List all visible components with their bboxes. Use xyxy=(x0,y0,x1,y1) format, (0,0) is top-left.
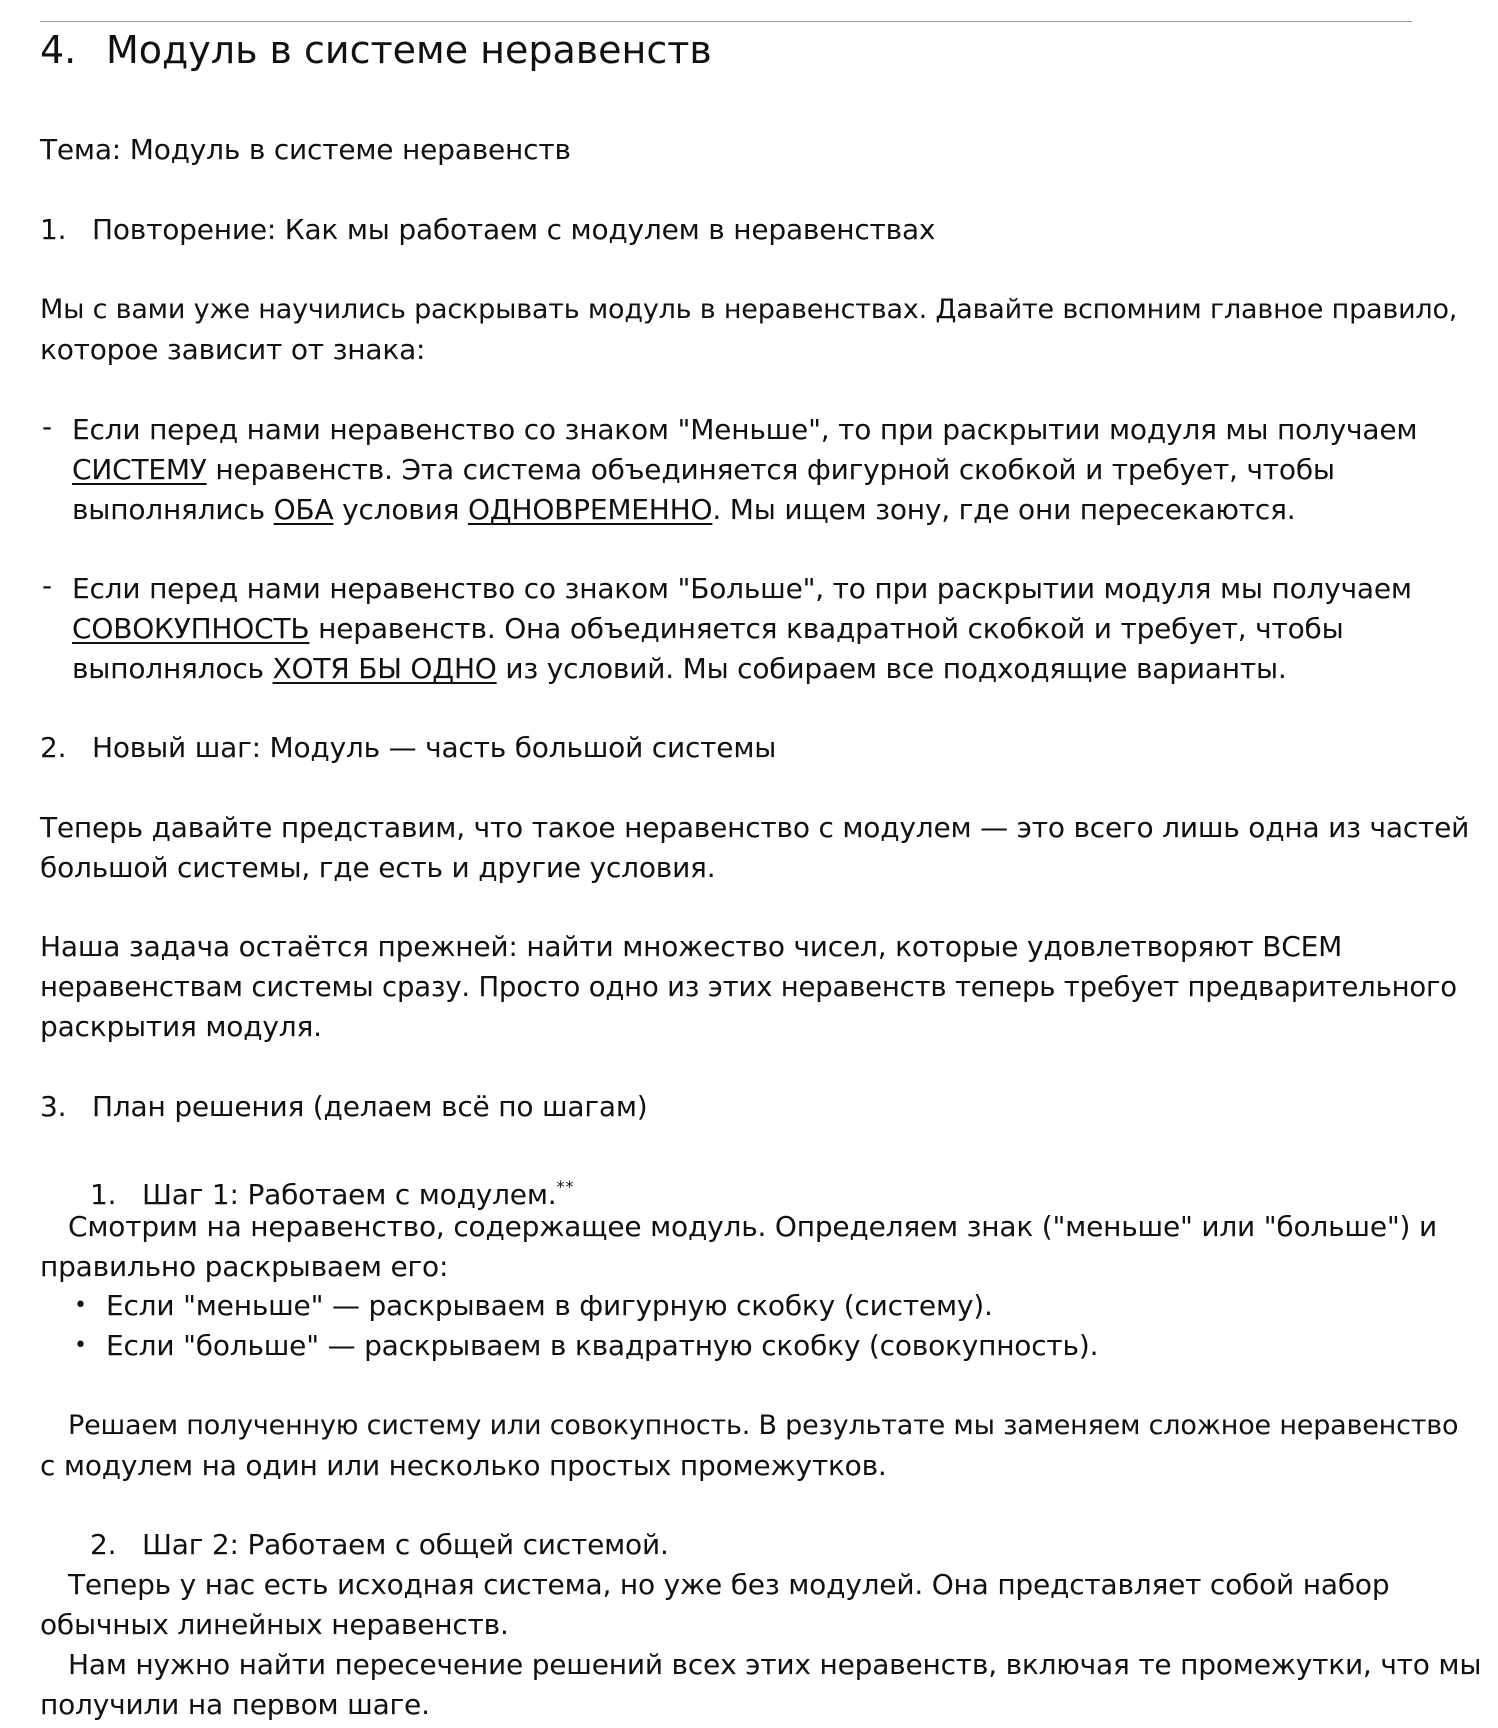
part2-title: Новый шаг: Модуль — часть большой системы xyxy=(92,731,777,764)
step1-bullet2: Если "больше" — раскрываем в квадратную скобку (совокупность). xyxy=(106,1329,1099,1362)
part2-p2-line3: раскрытия модуля. xyxy=(40,1010,322,1043)
part1-intro-line2: которое зависит от знака: xyxy=(40,333,426,366)
rule-more-line2 xyxy=(72,609,1344,649)
rule-more-line1: Если перед нами неравенство со знаком "Больше", то при раскрытии модуля мы получаем xyxy=(72,572,1412,605)
step1-line1: Смотрим на неравенство, содержащее модуль. Определяем знак ("меньше" или "больше") и xyxy=(68,1210,1437,1243)
rule-more-line2-rest: неравенств. Она объединяется квадратной скобкой и требует, чтобы xyxy=(309,612,1344,645)
term-simultaneously: ОДНОВРЕМЕННО xyxy=(467,493,713,526)
term-union: СОВОКУПНОСТЬ xyxy=(72,612,310,645)
part3-number: 3. xyxy=(40,1090,67,1123)
dash-marker-more: - xyxy=(42,569,53,602)
part1-intro-line1: Мы с вами уже научились раскрывать модуль в неравенствах. Давайте вспомним главное правило, xyxy=(40,294,1458,325)
topic-line: Тема: Модуль в системе неравенств xyxy=(40,133,571,166)
term-both: ОБА xyxy=(273,493,334,526)
rule-less-line3-rest: . Мы ищем зону, где они пересекаются. xyxy=(712,493,1296,526)
part3-title: План решения (делаем всё по шагам) xyxy=(92,1090,648,1123)
step2-title: Шаг 2: Работаем с общей системой. xyxy=(142,1528,669,1561)
term-at-least-one: ХОТЯ БЫ ОДНО xyxy=(272,652,497,685)
step2-heading xyxy=(90,1525,669,1565)
part2-p2-line1: Наша задача остаётся прежней: найти множество чисел, которые удовлетворяют ВСЕМ xyxy=(40,930,1343,963)
step1-result-line1: Решаем полученную систему или совокупность. В результате мы заменяем сложное неравенство xyxy=(68,1410,1459,1441)
step1-bullet1: Если "меньше" — раскрываем в фигурную скобку (систему). xyxy=(106,1289,993,1322)
part2-p1-line1: Теперь давайте представим, что такое неравенство с модулем — это всего лишь одна из частей xyxy=(40,811,1470,844)
step2-line4: получили на первом шаге. xyxy=(40,1688,430,1721)
part3-heading xyxy=(40,1087,647,1127)
part2-p1-line2: большой системы, где есть и другие условия. xyxy=(40,851,716,884)
section-heading xyxy=(40,25,712,75)
bullet-icon: • xyxy=(74,1293,87,1318)
step1-result-line2: с модулем на один или несколько простых промежутков. xyxy=(40,1449,887,1482)
rule-less-line3-pre: выполнялись xyxy=(72,493,274,526)
rule-less-line3 xyxy=(72,490,1295,530)
section-title: Модуль в системе неравенств xyxy=(106,28,712,72)
rule-more-line3-rest: из условий. Мы собираем все подходящие варианты. xyxy=(496,652,1287,685)
part1-title: Повторение: Как мы работаем с модулем в неравенствах xyxy=(92,213,936,246)
part2-heading xyxy=(40,728,776,768)
rule-more-line3 xyxy=(72,649,1287,689)
sparkle-icon: ** xyxy=(556,1177,575,1196)
step1-number: 1. xyxy=(90,1178,117,1211)
step1-line2: правильно раскрываем его: xyxy=(40,1250,449,1283)
term-system: СИСТЕМУ xyxy=(72,453,207,486)
part1-heading xyxy=(40,210,935,250)
step2-line2: обычных линейных неравенств. xyxy=(40,1608,509,1641)
step1-title: Шаг 1: Работаем с модулем. xyxy=(142,1178,557,1211)
step2-line3: Нам нужно найти пересечение решений всех этих неравенств, включая те промежутки, что мы xyxy=(68,1648,1482,1681)
rule-less-line2-rest: неравенств. Эта система объединяется фигурной скобкой и требует, чтобы xyxy=(206,453,1335,486)
step2-number: 2. xyxy=(90,1528,117,1561)
rule-less-line1: Если перед нами неравенство со знаком "Меньше", то при раскрытии модуля мы получаем xyxy=(72,413,1418,446)
rule-less-line2 xyxy=(72,450,1335,490)
part1-number: 1. xyxy=(40,213,67,246)
step2-line1: Теперь у нас есть исходная система, но уже без модулей. Она представляет собой набор xyxy=(68,1568,1390,1601)
part2-number: 2. xyxy=(40,731,67,764)
section-number: 4. xyxy=(40,28,77,72)
rule-more-line3-pre: выполнялось xyxy=(72,652,273,685)
part2-p2-line2: неравенствам системы сразу. Просто одно из этих неравенств теперь требует предварительного xyxy=(40,971,1457,1003)
dash-marker-less: - xyxy=(42,410,53,443)
top-divider xyxy=(40,21,1412,22)
bullet-icon: • xyxy=(74,1333,87,1358)
rule-less-line3-mid: условия xyxy=(333,493,468,526)
